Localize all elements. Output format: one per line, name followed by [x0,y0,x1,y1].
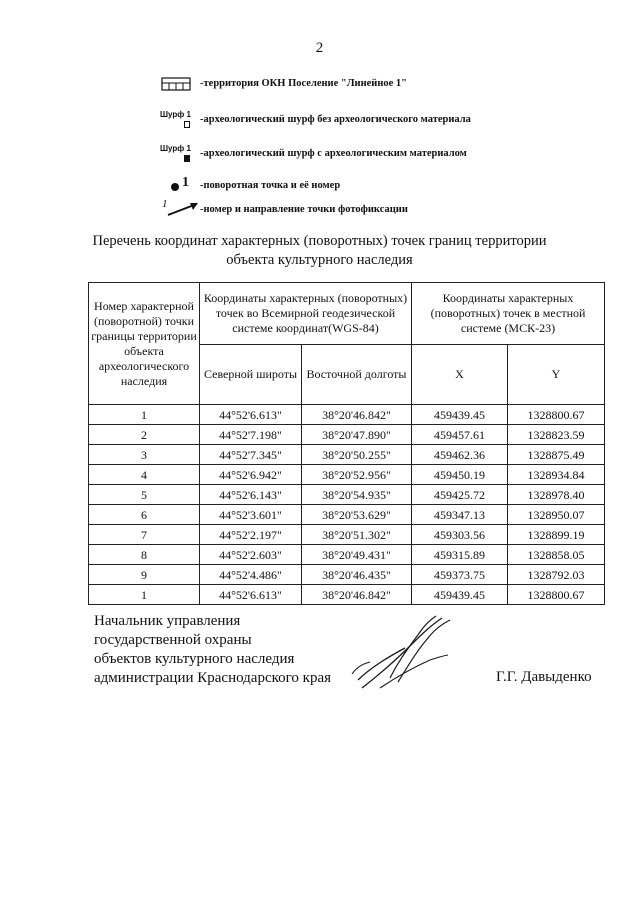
header-x: X [412,345,508,405]
table-cell: 6 [89,505,200,525]
signature-icon [350,608,460,698]
header-wgs84: Координаты характерных (поворотных) точек во Всемирной геодезической системе координат(WGS-84) [200,283,412,345]
legend-symbol-label: 1 [182,175,189,190]
table-row [89,465,605,485]
table-row [89,545,605,565]
table-cell: 44°52'3.601" [200,505,302,525]
table-cell: 44°52'2.603" [200,545,302,565]
title-line: Перечень координат характерных (поворотных) точек границ территории [92,233,547,249]
table-cell: 1328800.67 [508,585,605,605]
header-latitude: Северной широты [200,345,302,405]
header-point-number: Номер характерной (поворотной) точки границы территории объекта археологического наследия [89,283,200,405]
table-cell: 38°20'47.890" [302,425,412,445]
table-cell: 459303.56 [412,525,508,545]
signatory-name: Г.Г. Давыденко [496,669,592,685]
table-cell: 1328800.67 [508,405,605,425]
table-cell: 8 [89,545,200,565]
signatory-line: государственной охраны [94,632,252,648]
table-cell: 4 [89,465,200,485]
signatory-position [94,612,331,688]
table-row [89,445,605,465]
legend-text: -археологический шурф с археологическим материалом [200,148,467,159]
table-cell: 1328950.07 [508,505,605,525]
table-row [89,405,605,425]
legend-item-pit-empty [160,108,600,138]
table-cell: 459425.72 [412,485,508,505]
table-cell: 38°20'46.842" [302,585,412,605]
table-cell: 459439.45 [412,405,508,425]
table-cell: 459347.13 [412,505,508,525]
table-cell: 1328823.59 [508,425,605,445]
page-number: 2 [315,40,324,56]
table-cell: 5 [89,485,200,505]
header-msk23: Координаты характерных (поворотных) точек в местной системе (МСК-23) [412,283,605,345]
table-cell: 1328858.05 [508,545,605,565]
table-cell: 459315.89 [412,545,508,565]
table-cell: 459457.61 [412,425,508,445]
header-y: Y [508,345,605,405]
table-cell: 459462.36 [412,445,508,465]
table-row [89,565,605,585]
table-row [89,585,605,605]
legend-symbol-label: 1 [162,198,168,210]
table-cell: 44°52'7.198" [200,425,302,445]
table-cell: 1328899.19 [508,525,605,545]
table-cell: 44°52'6.613" [200,585,302,605]
table-cell: 38°20'52.956" [302,465,412,485]
legend-text: -территория ОКН Поселение "Линейное 1" [200,78,408,89]
legend-item-pit-finds [160,142,600,172]
table-cell: 459439.45 [412,585,508,605]
legend-item-territory [160,72,600,102]
table-row [89,485,605,505]
table-cell: 44°52'7.345" [200,445,302,465]
table-cell: 1 [89,405,200,425]
table-cell: 44°52'6.942" [200,465,302,485]
table-cell: 38°20'50.255" [302,445,412,465]
table-cell: 459450.19 [412,465,508,485]
table-cell: 1328978.40 [508,485,605,505]
table-cell: 1328875.49 [508,445,605,465]
signatory-line: администрации Краснодарского края [94,670,332,686]
pit-finds-symbol-icon [160,142,200,170]
table-cell: 38°20'53.629" [302,505,412,525]
table-cell: 44°52'6.613" [200,405,302,425]
boundary-line-symbol-icon [160,72,200,100]
table-cell: 44°52'2.197" [200,525,302,545]
table-cell: 1328792.03 [508,565,605,585]
table-cell: 1328934.84 [508,465,605,485]
coordinates-table [88,282,605,605]
legend-text: -номер и направление точки фотофиксации [200,204,408,215]
title-line: объекта культурного наследия [226,252,413,268]
table-row [89,425,605,445]
document-title [60,232,579,270]
table-cell: 38°20'46.435" [302,565,412,585]
table-cell: 9 [89,565,200,585]
table-cell: 38°20'49.431" [302,545,412,565]
legend-text: -поворотная точка и её номер [200,180,341,191]
photo-direction-arrow-symbol-icon [160,198,200,226]
legend-item-photo-point [160,198,600,228]
legend-symbol-label: Шурф 1 [160,144,191,153]
header-longitude: Восточной долготы [302,345,412,405]
legend-symbol-label: Шурф 1 [160,110,191,119]
table-cell: 44°52'6.143" [200,485,302,505]
pit-empty-symbol-icon [160,108,200,136]
table-cell: 38°20'46.842" [302,405,412,425]
signatory-line: Начальник управления [94,613,241,629]
table-row [89,505,605,525]
table-cell: 44°52'4.486" [200,565,302,585]
table-cell: 38°20'51.302" [302,525,412,545]
table-cell: 2 [89,425,200,445]
legend-text: -археологический шурф без археологического материала [200,114,471,125]
table-cell: 7 [89,525,200,545]
signatory-line: объектов культурного наследия [94,651,295,667]
table-cell: 3 [89,445,200,465]
table-cell: 459373.75 [412,565,508,585]
table-cell: 38°20'54.935" [302,485,412,505]
table-cell: 1 [89,585,200,605]
table-row [89,525,605,545]
